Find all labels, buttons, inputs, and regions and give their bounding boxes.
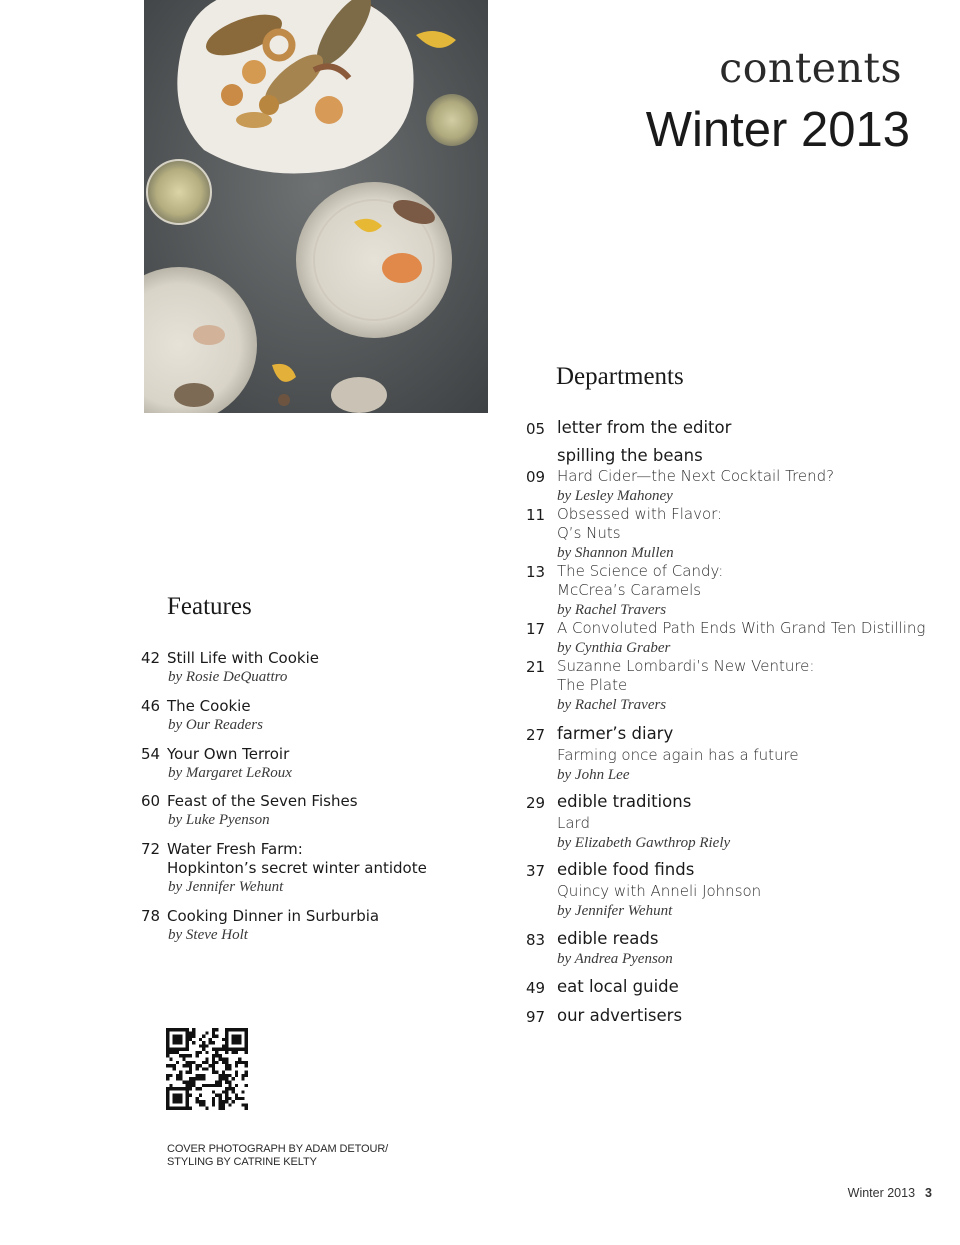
feature-title: Your Own Terroir	[167, 745, 290, 763]
feature-byline: by Steve Holt	[168, 927, 248, 943]
issue-title: Winter 2013	[645, 103, 910, 157]
page-number: 83	[526, 931, 546, 949]
dept-byline: by Jennifer Wehunt	[557, 903, 673, 919]
spilling-the-beans-title: spilling the beans	[557, 446, 703, 465]
dept-subtitle: Lard	[557, 814, 590, 832]
qr-code-icon[interactable]	[166, 1028, 248, 1110]
dept-title: our advertisers	[557, 1006, 683, 1025]
dept-byline: by Elizabeth Gawthrop Riely	[557, 835, 731, 851]
cover-photo-credit	[167, 1143, 388, 1169]
credit-line-2: STYLING BY CATRINE KELTY	[167, 1156, 317, 1168]
item-title: A Convoluted Path Ends With Grand Ten Distilling	[557, 619, 926, 637]
feature-title: The Cookie	[167, 697, 251, 715]
qr-code-graphic	[166, 1028, 248, 1110]
page-number: 11	[526, 506, 546, 524]
item-title-line2: McCrea’s Caramels	[557, 581, 702, 599]
page-number: 37	[526, 862, 546, 880]
item-byline: by Shannon Mullen	[557, 545, 674, 561]
feature-title: Water Fresh Farm:	[167, 840, 303, 858]
page-number: 49	[526, 979, 546, 997]
item-byline: by Rachel Travers	[557, 602, 667, 618]
cover-food-photo	[144, 0, 488, 413]
page-footer	[848, 1186, 932, 1200]
food-photo-fried-seafood	[144, 0, 488, 413]
page-number: 21	[526, 658, 546, 676]
page-number: 60	[141, 792, 161, 810]
item-title: The Science of Candy:	[557, 562, 724, 580]
contents-label: contents	[719, 44, 902, 92]
dept-title: letter from the editor	[557, 418, 732, 437]
footer-page-number: 3	[925, 1186, 932, 1200]
page-number: 09	[526, 468, 546, 486]
feature-byline: by Margaret LeRoux	[168, 765, 292, 781]
dept-subtitle: Farming once again has a future	[557, 746, 799, 764]
page-number: 72	[141, 840, 161, 858]
features-heading: Features	[167, 593, 252, 620]
page-number: 29	[526, 794, 546, 812]
feature-byline: by Jennifer Wehunt	[168, 879, 284, 895]
feature-title-line2: Hopkinton’s secret winter antidote	[167, 859, 427, 877]
feature-byline: by Our Readers	[168, 717, 263, 733]
dept-byline: by Andrea Pyenson	[557, 951, 673, 967]
dept-byline: by John Lee	[557, 767, 630, 783]
feature-title: Cooking Dinner in Surburbia	[167, 907, 380, 925]
item-byline: by Lesley Mahoney	[557, 488, 673, 504]
dept-subtitle: Quincy with Anneli Johnson	[557, 882, 762, 900]
credit-line-1: COVER PHOTOGRAPH BY ADAM DETOUR/	[167, 1143, 389, 1155]
item-title: Obsessed with Flavor:	[557, 505, 723, 523]
item-title: Hard Cider—the Next Cocktail Trend?	[557, 467, 835, 485]
page-number: 78	[141, 907, 161, 925]
page-number: 05	[526, 420, 546, 438]
page-number: 13	[526, 563, 546, 581]
dept-title: edible reads	[557, 929, 659, 948]
item-byline: by Rachel Travers	[557, 697, 667, 713]
item-byline: by Cynthia Graber	[557, 640, 671, 656]
page-number: 46	[141, 697, 161, 715]
page-number: 97	[526, 1008, 546, 1026]
dept-title: farmer’s diary	[557, 724, 674, 743]
item-title: Suzanne Lombardi’s New Venture:	[557, 657, 815, 675]
item-title-line2: The Plate	[557, 676, 628, 694]
page-number: 42	[141, 649, 161, 667]
departments-heading: Departments	[556, 363, 684, 390]
dept-title: edible traditions	[557, 792, 692, 811]
footer-issue: Winter 2013	[847, 1186, 916, 1200]
page-number: 54	[141, 745, 161, 763]
dept-title: eat local guide	[557, 977, 679, 996]
page-number: 27	[526, 726, 546, 744]
dept-title: edible food finds	[557, 860, 695, 879]
page-number: 17	[526, 620, 546, 638]
item-title-line2: Q’s Nuts	[557, 524, 621, 542]
feature-byline: by Rosie DeQuattro	[168, 669, 288, 685]
feature-title: Still Life with Cookie	[167, 649, 319, 667]
feature-byline: by Luke Pyenson	[168, 812, 270, 828]
feature-title: Feast of the Seven Fishes	[167, 792, 358, 810]
